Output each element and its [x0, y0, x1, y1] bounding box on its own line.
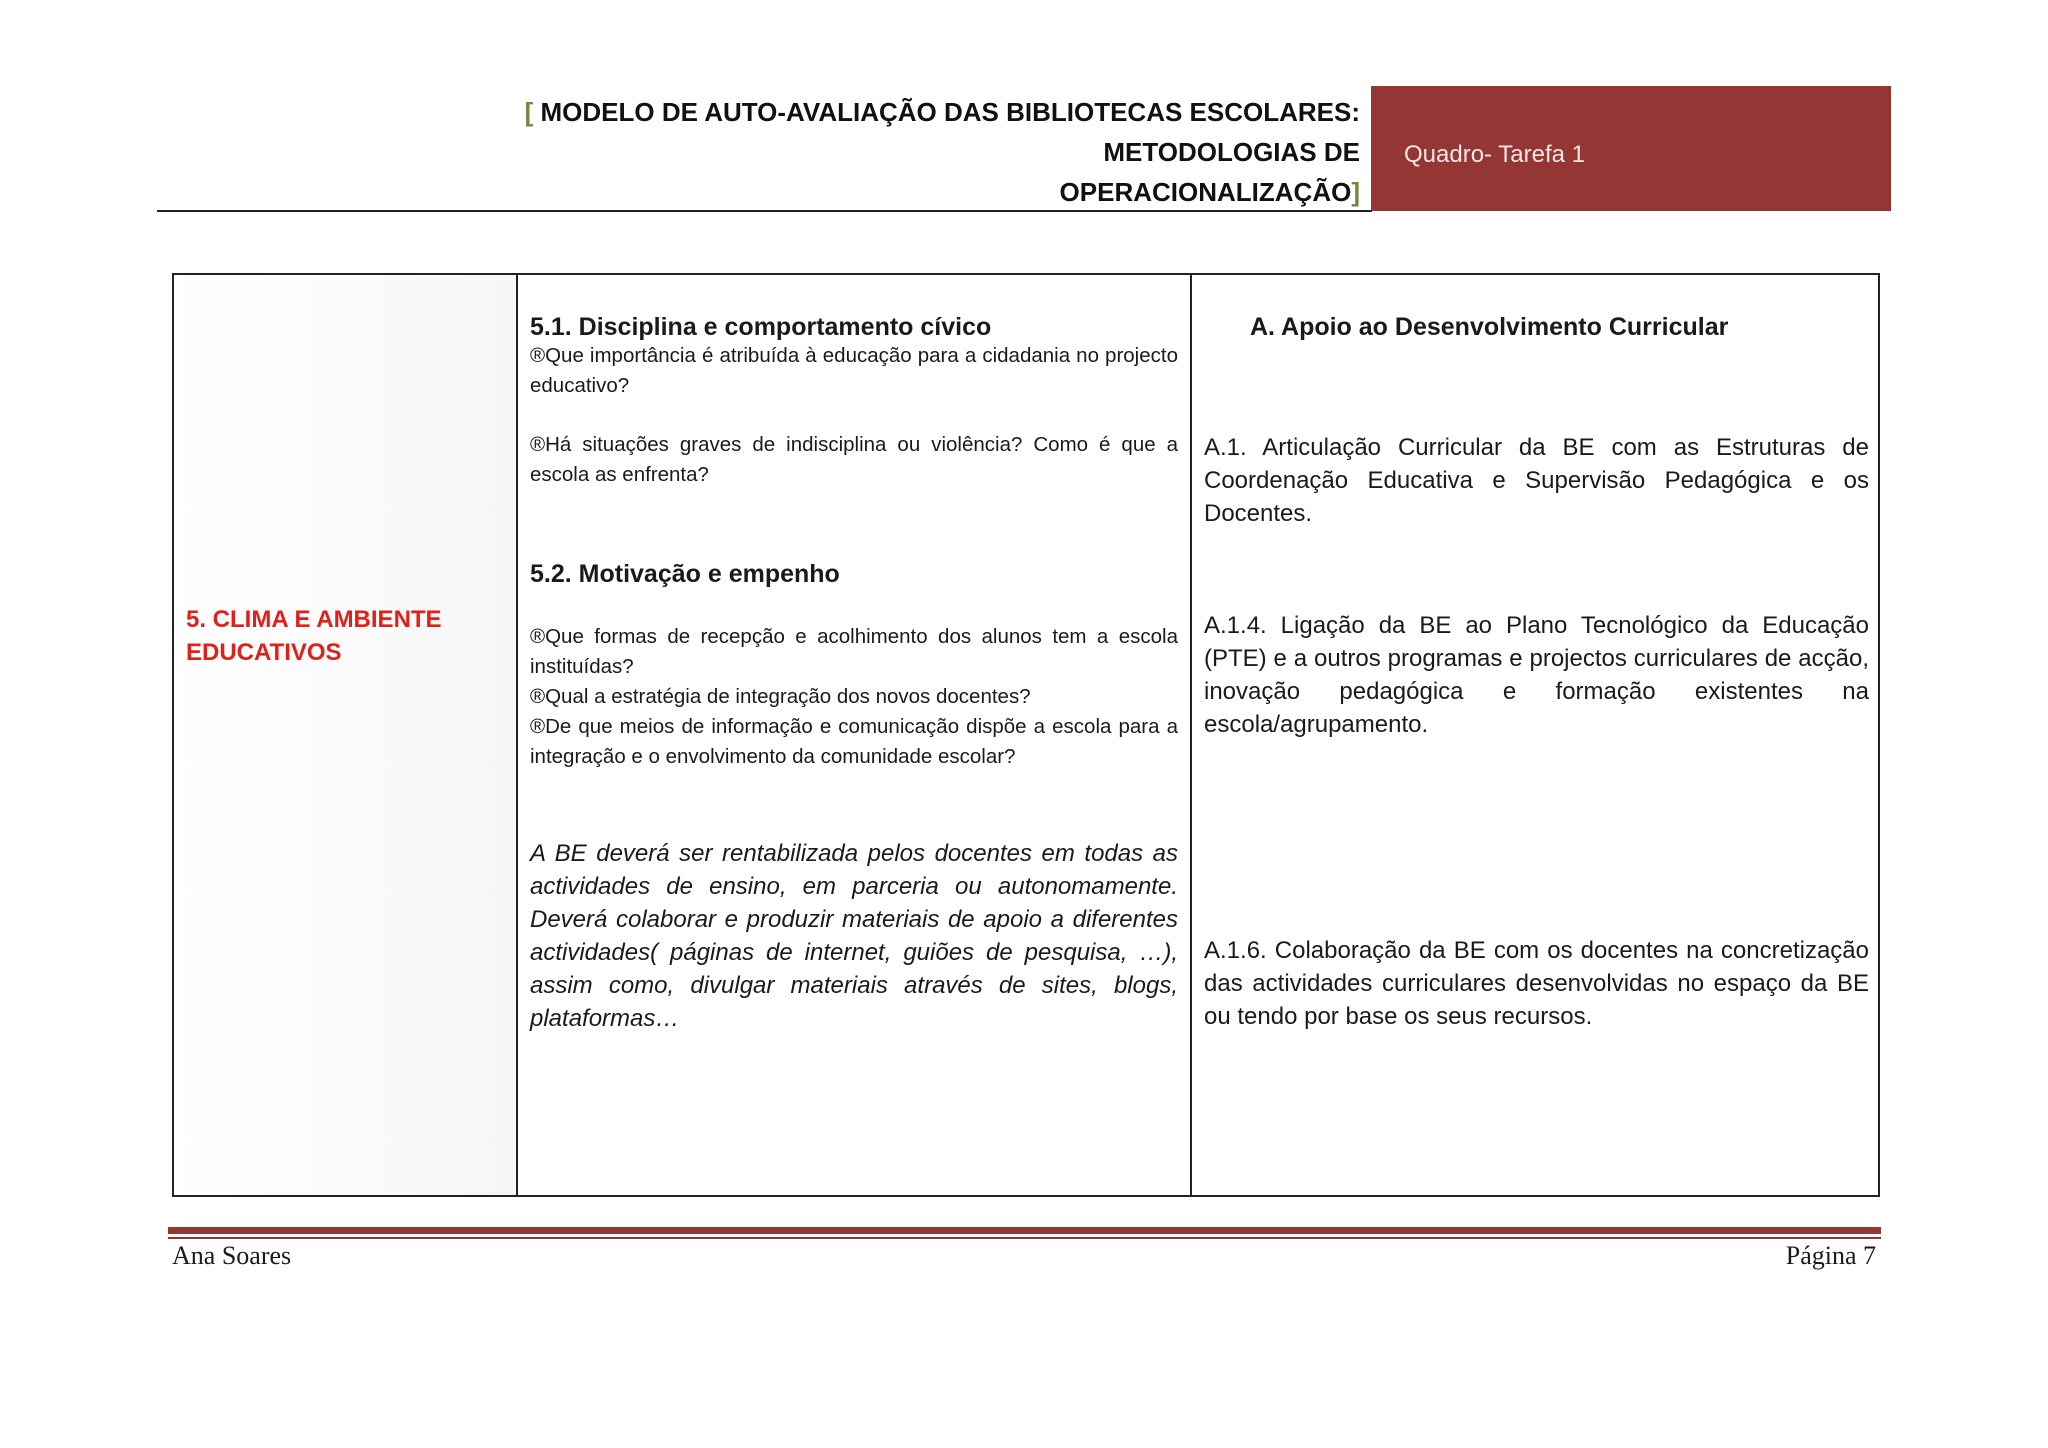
- content-table: [172, 273, 1880, 1197]
- header-label-box: [1371, 86, 1891, 211]
- italic-note: A BE deverá ser rentabilizada pelos docentes em todas as actividades de ensino, em parceria ou autonomamente. Deverá colaborar e produzir materiais de apoio a diferentes actividades( páginas de internet, guiões de pesquisa, …), assim como, divulgar materiais através de sites, blogs, plataformas…: [530, 840, 1178, 1032]
- section2-question-1: ®Que formas de recepção e acolhimento dos alunos tem a escola instituídas?: [530, 625, 1178, 678]
- table-column-domains: [1192, 275, 1878, 1195]
- table-column-questions: [518, 275, 1192, 1195]
- header-title-line1: [330, 92, 1360, 172]
- domain-item-a16: A.1.6. Colaboração da BE com os docentes na concretização das actividades curriculares desenvolvidas no espaço da BE ou tendo por base os seus recursos.: [1204, 937, 1869, 1030]
- footer-page-number: Página 7: [1785, 1241, 1876, 1270]
- section2-question-2: ®Qual a estratégia de integração dos novos docentes?: [530, 685, 1031, 708]
- bracket-open: [: [524, 97, 534, 127]
- section2-heading: 5.2. Motivação e empenho: [530, 560, 840, 588]
- table-column-area: [174, 275, 518, 1195]
- document-header-title: [330, 92, 1360, 212]
- domain-item-a1: A.1. Articulação Curricular da BE com as Estruturas de Coordenação Educativa e Supervisão Pedagógica e os Docentes.: [1204, 434, 1869, 527]
- header-box-label: Quadro- Tarefa 1: [1404, 141, 1585, 168]
- area-title: 5. CLIMA E AMBIENTE EDUCATIVOS: [186, 606, 442, 666]
- section1-heading: 5.1. Disciplina e comportamento cívico: [530, 313, 992, 341]
- bracket-close: ]: [1351, 177, 1360, 207]
- footer-author: Ana Soares: [172, 1241, 292, 1270]
- domain-heading: A. Apoio ao Desenvolvimento Curricular: [1250, 313, 1729, 341]
- section1-question-2: ®Há situações graves de indisciplina ou violência? Como é que a escola as enfrenta?: [530, 433, 1178, 486]
- footer-rule-thin: [168, 1237, 1881, 1239]
- header-title-line2: [330, 172, 1360, 212]
- header-divider: [157, 210, 1372, 212]
- domain-item-a14: A.1.4. Ligação da BE ao Plano Tecnológico da Educação (PTE) e a outros programas e projectos curriculares de acção, inovação pedagógica e formação existentes na escola/agrupamento.: [1204, 612, 1869, 738]
- footer-rule-thick: [168, 1227, 1881, 1234]
- header-title-line2-text: OPERACIONALIZAÇÃO: [1059, 177, 1352, 207]
- section1-question-1: ®Que importância é atribuída à educação para a cidadania no projecto educativo?: [530, 344, 1178, 397]
- header-title-line1-text: MODELO DE AUTO-AVALIAÇÃO DAS BIBLIOTECAS ESCOLARES: METODOLOGIAS DE: [533, 97, 1360, 167]
- section2-question-3: ®De que meios de informação e comunicação dispõe a escola para a integração e o envolvimento da comunidade escolar?: [530, 715, 1178, 768]
